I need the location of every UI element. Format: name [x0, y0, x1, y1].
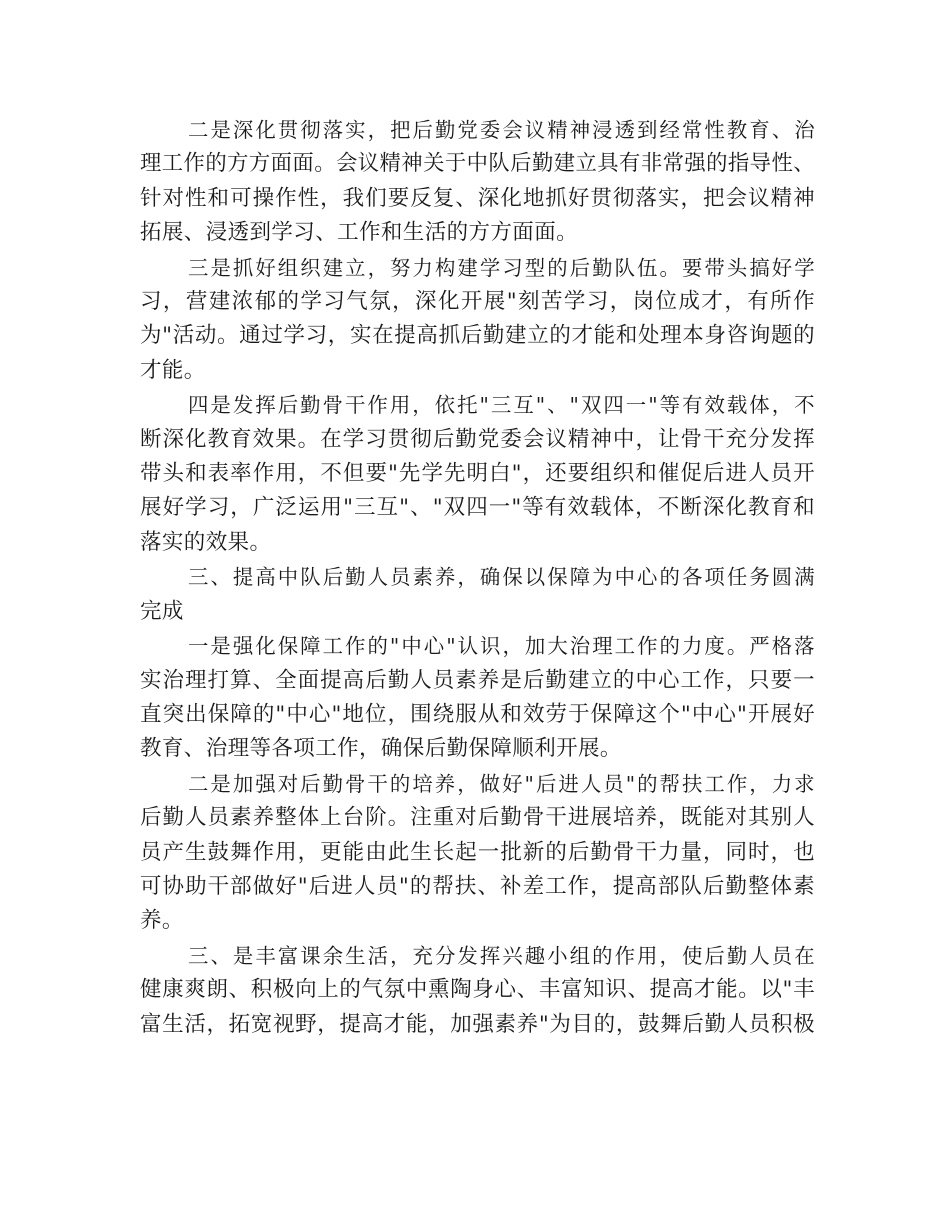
text-line: 落实的效果。: [140, 529, 272, 555]
text-line: 直突出保障的"中心"地位，围绕服从和效劳于保障这个"中心"开展好: [140, 701, 815, 727]
paragraph: [140, 560, 815, 629]
text-line: 展好学习，广泛运用"三互"、"双四一"等有效载体，不断深化教育和: [140, 495, 815, 521]
paragraph: [140, 767, 815, 939]
paragraph: [140, 113, 815, 251]
text-line: 三、提高中队后勤人员素养，确保以保障为中心的各项任务圆满: [188, 565, 815, 590]
text-line: 二是深化贯彻落实，把后勤党委会议精神浸透到经常性教育、治: [188, 118, 815, 142]
document-body: [140, 113, 815, 1042]
text-line: 可协助干部做好"后进人员"的帮扶、补差工作，提高部队后勤整体素: [140, 873, 815, 899]
text-line: 针对性和可操作性，我们要反复、深化地抓好贯彻落实，把会议精神: [140, 185, 815, 211]
text-line: 后勤人员素养整体上台阶。注重对后勤骨干进展培养，既能对其别人: [140, 805, 815, 831]
text-line: 二是加强对后勤骨干的培养，做好"后进人员"的帮扶工作，力求: [188, 771, 815, 796]
text-line: 三是抓好组织建立，努力构建学习型的后勤队伍。要带头搞好学: [188, 255, 815, 280]
text-line: 三、是丰富课余生活，充分发挥兴趣小组的作用，使后勤人员在: [188, 943, 815, 968]
text-line: 为"活动。通过学习，实在提高抓后勤建立的才能和处理本身咨询题的: [140, 323, 815, 349]
text-line: 习，营建浓郁的学习气氛，深化开展"刻苦学习，岗位成才，有所作: [140, 289, 815, 315]
text-line: 带头和表率作用，不但要"先学先明白"，还要组织和催促后进人员开: [140, 461, 815, 487]
paragraph: [140, 939, 815, 1042]
text-line: 理工作的方方面面。会议精神关于中队后勤建立具有非常强的指导性、: [140, 151, 815, 177]
text-line: 四是发挥后勤骨干作用，依托"三互"、"双四一"等有效载体，不: [188, 393, 815, 418]
paragraph: [140, 629, 815, 767]
text-line: 完成: [140, 598, 184, 624]
text-line: 实治理打算、全面提高后勤人员素养是后勤建立的中心工作，只要一: [140, 667, 815, 693]
text-line: 才能。: [140, 357, 206, 383]
text-line: 一是强化保障工作的"中心"认识，加大治理工作的力度。严格落: [188, 634, 815, 659]
paragraph: [140, 388, 815, 560]
text-line: 养。: [140, 908, 184, 934]
text-line: 拓展、浸透到学习、工作和生活的方方面面。: [140, 220, 579, 246]
text-line: 员产生鼓舞作用，更能由此生长起一批新的后勤骨干力量，同时，也: [140, 839, 815, 865]
text-line: 教育、治理等各项工作，确保后勤保障顺利开展。: [140, 736, 622, 762]
paragraph: [140, 251, 815, 389]
text-line: 富生活，拓宽视野，提高才能，加强素养"为目的，鼓舞后勤人员积极: [140, 1011, 815, 1037]
text-line: 健康爽朗、积极向上的气氛中熏陶身心、丰富知识、提高才能。以"丰: [140, 977, 815, 1003]
text-line: 断深化教育效果。在学习贯彻后勤党委会议精神中，让骨干充分发挥: [140, 426, 815, 452]
